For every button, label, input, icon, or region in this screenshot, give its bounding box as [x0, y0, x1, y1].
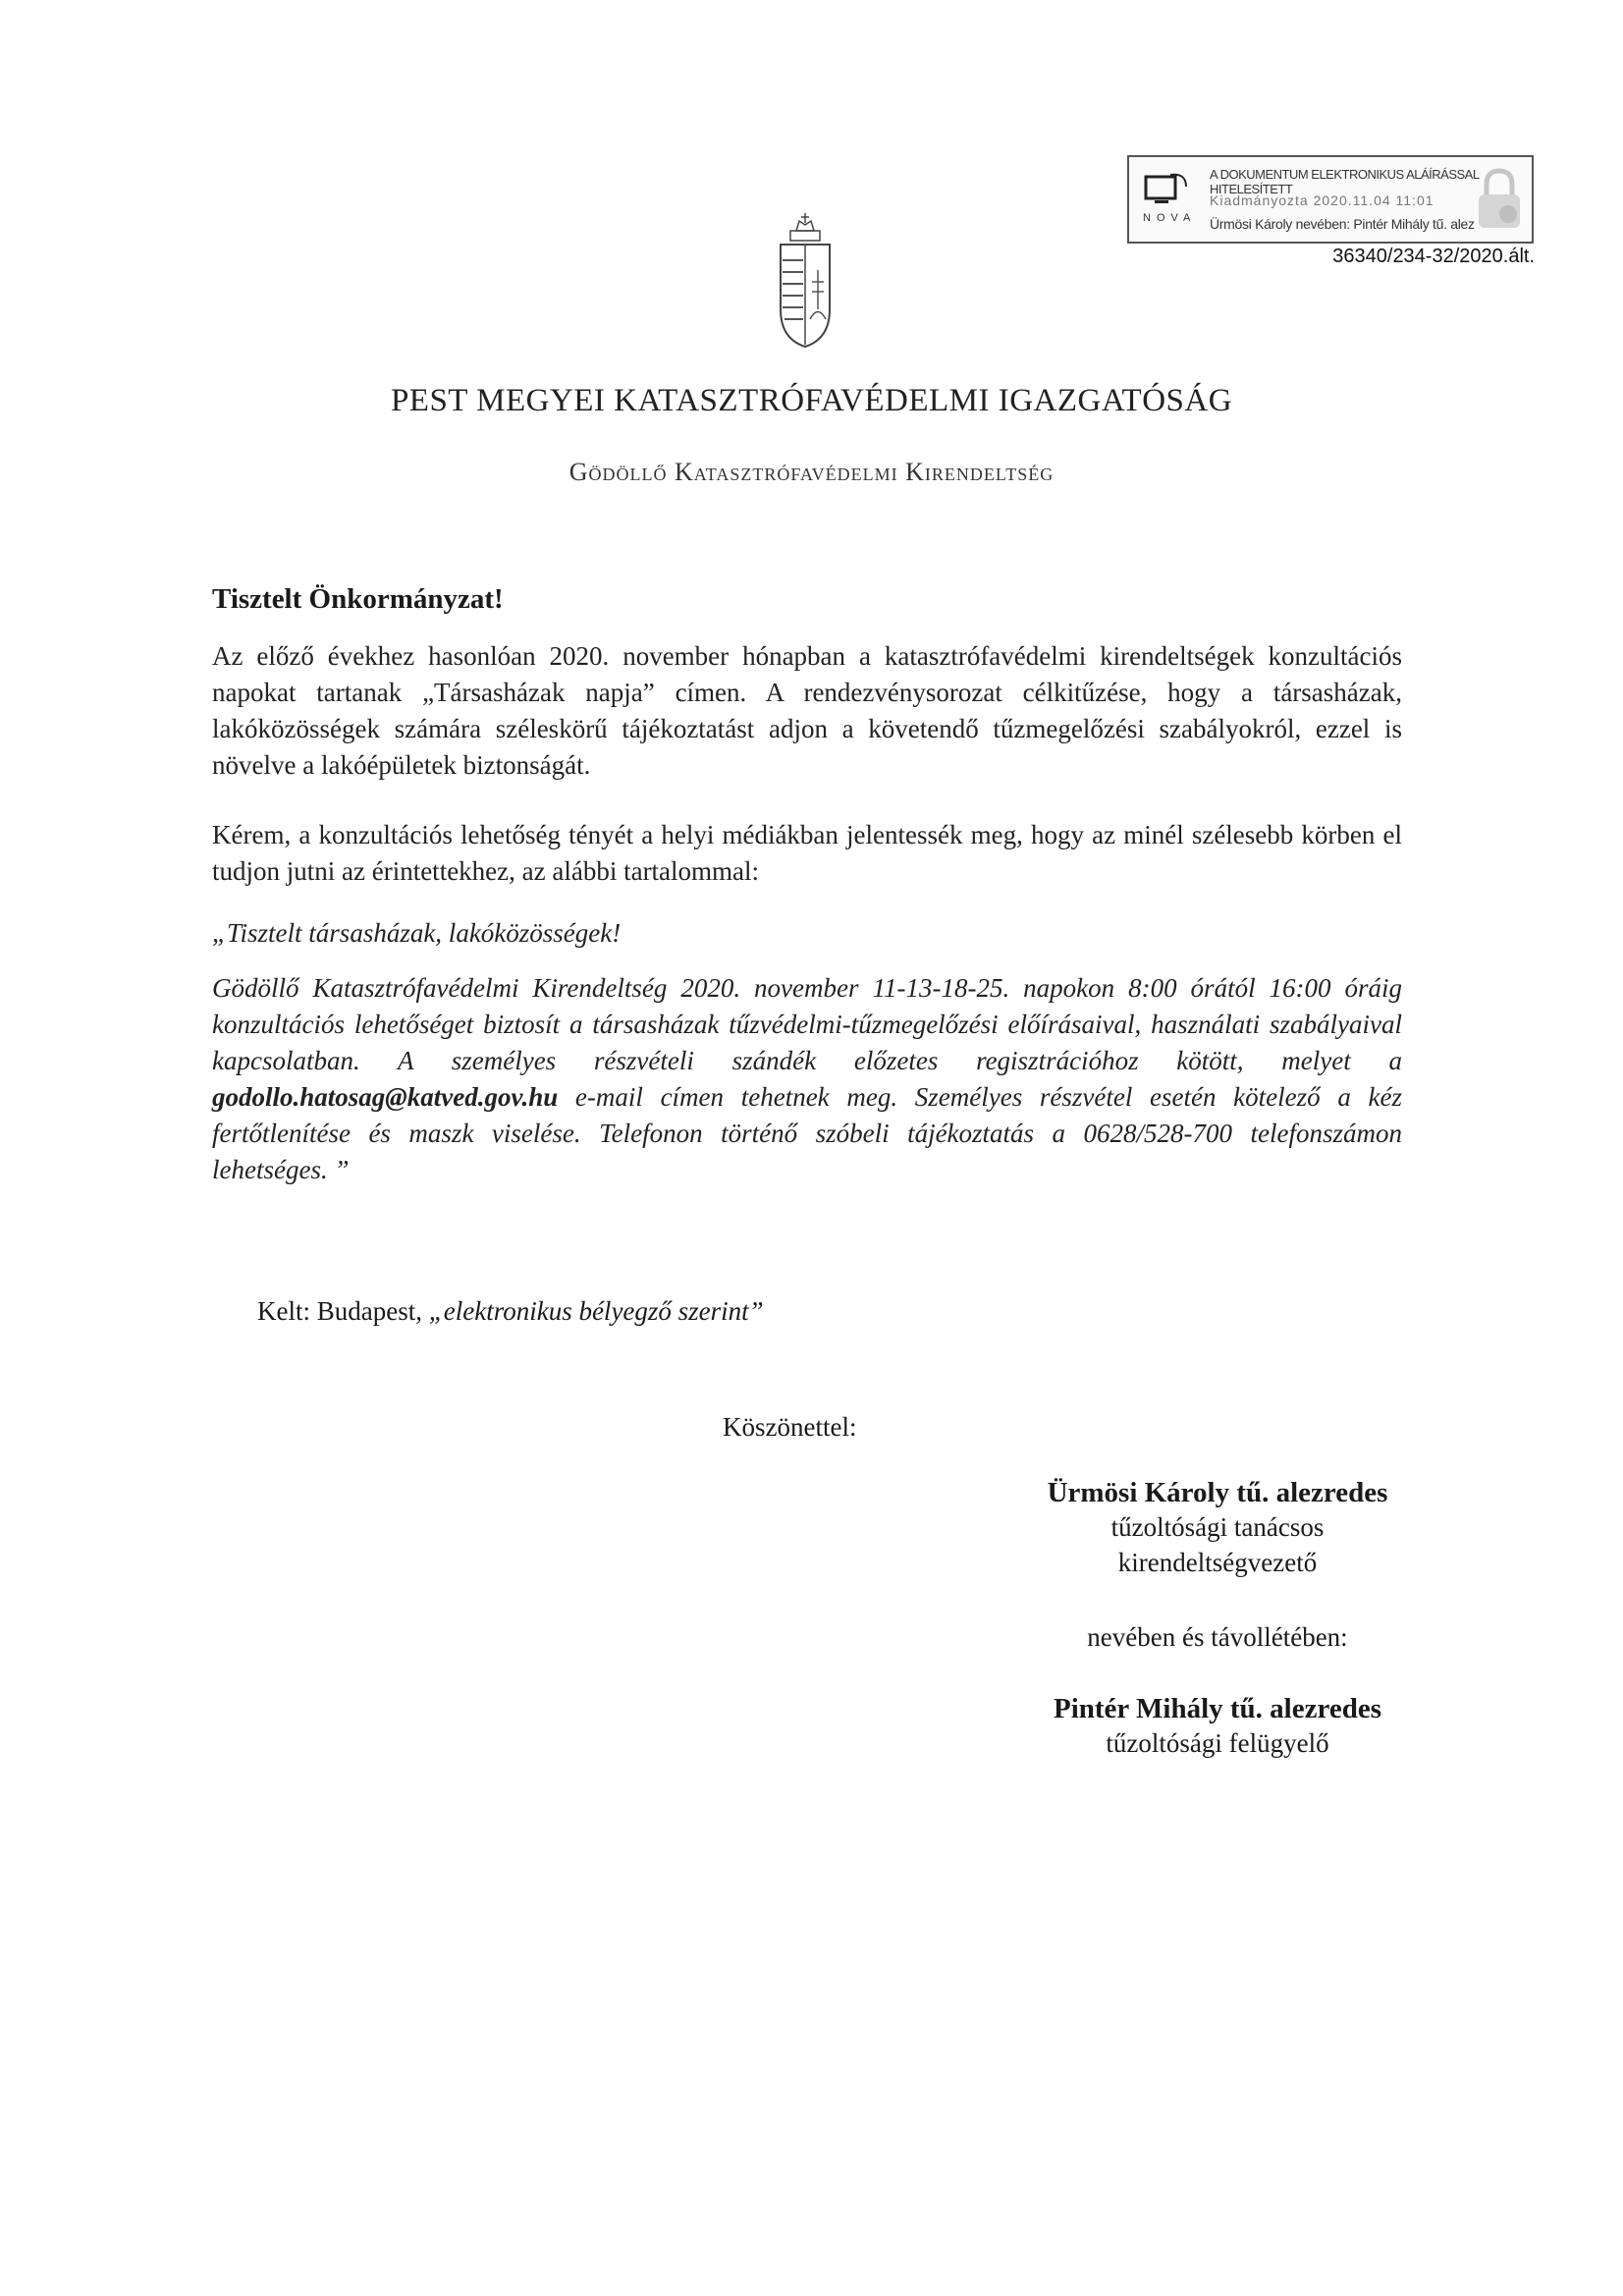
salutation: Tisztelt Önkormányzat!	[212, 583, 504, 615]
signer-title-secondary: tűzoltósági felügyelő	[1106, 1728, 1329, 1758]
organization-subtitle: Gödöllő Katasztrófavédelmi Kirendeltség	[568, 458, 1055, 486]
signer-name-primary: Ürmösi Károly tű. alezredes	[1047, 1477, 1388, 1508]
paragraph-intro: Az előző évekhez hasonlóan 2020. november hónapban a katasztrófavédelmi kirendeltségek konzultációs napokat tartanak „Társasházak napja” címen. A rendezvénysorozat célkitűzése, hogy a társasházak, lakóközösségek számára széleskörű tájékoztatást adjon a követendő tűzmegelőzési szabályokról, ezzel is növelve a lakóépületek biztonságát.	[212, 641, 1402, 780]
signer-position-primary: kirendeltségvezető	[1117, 1548, 1318, 1577]
quote-body-text-1: Gödöllő Katasztrófavédelmi Kirendeltség 2020. november 11-13-18-25. napokon 8:00 órától 16:00 óráig konzultációs lehetőséget biztosít a társasházak tűzvédelmi-tűzmegelőzési előírásaival, használati szabályaival kapcsolatban. A személyes részvételi szándék előzetes regisztrációhoz kötött, melyet a	[212, 973, 1402, 1075]
quote-body	[212, 970, 1402, 1188]
paragraph-request: Kérem, a konzultációs lehetőség tényét a helyi médiákban jelentessék meg, hogy az minél szélesebb körben el tudjon jutni az érintettekhez, az alábbi tartalommal:	[212, 820, 1402, 886]
stamp-line-authenticated: A DOKUMENTUM ELEKTRONIKUS ALÁÍRÁSSAL HITELESÍTETT	[1210, 167, 1480, 196]
stamp-brand: NOVA	[1143, 212, 1197, 224]
closing: Köszönettel:	[723, 1412, 857, 1442]
email-address[interactable]: godollo.hatosag@katved.gov.hu	[212, 1082, 559, 1112]
stamp-line-issued: Kiadmányozta 2020.11.04 11:01	[1210, 192, 1434, 208]
on-behalf-line: nevében és távollétében:	[1087, 1622, 1348, 1652]
quote-body-text-2: e-mail címen tehetnek meg. Személyes részvétel esetén kötelező a kéz fertőtlenítése és maszk viselése. Telefonon történő szóbeli tájékoztatás a 0628/528-700 telefonszámon lehetséges. ”	[212, 1082, 1402, 1184]
padlock-icon	[1471, 165, 1528, 234]
electronic-signature-stamp	[1127, 155, 1534, 244]
reference-number: 36340/234-32/2020.ált.	[1332, 246, 1535, 267]
signer-name-secondary: Pintér Mihály tű. alezredes	[1054, 1693, 1381, 1724]
signer-title-primary: tűzoltósági tanácsos	[1110, 1512, 1325, 1542]
organization-title: PEST MEGYEI KATASZTRÓFAVÉDELMI IGAZGATÓSÁG	[390, 383, 1233, 418]
stamp-line-signer: Ürmösi Károly nevében: Pintér Mihály tű. alez	[1210, 216, 1475, 232]
place-date	[257, 1296, 764, 1327]
place-date-value: „elektronikus bélyegző szerint”	[428, 1296, 764, 1326]
coat-of-arms-icon	[771, 211, 839, 358]
quote-opening: „Tisztelt társasházak, lakóközösségek!	[212, 918, 622, 948]
place-date-label: Kelt: Budapest,	[257, 1296, 429, 1326]
